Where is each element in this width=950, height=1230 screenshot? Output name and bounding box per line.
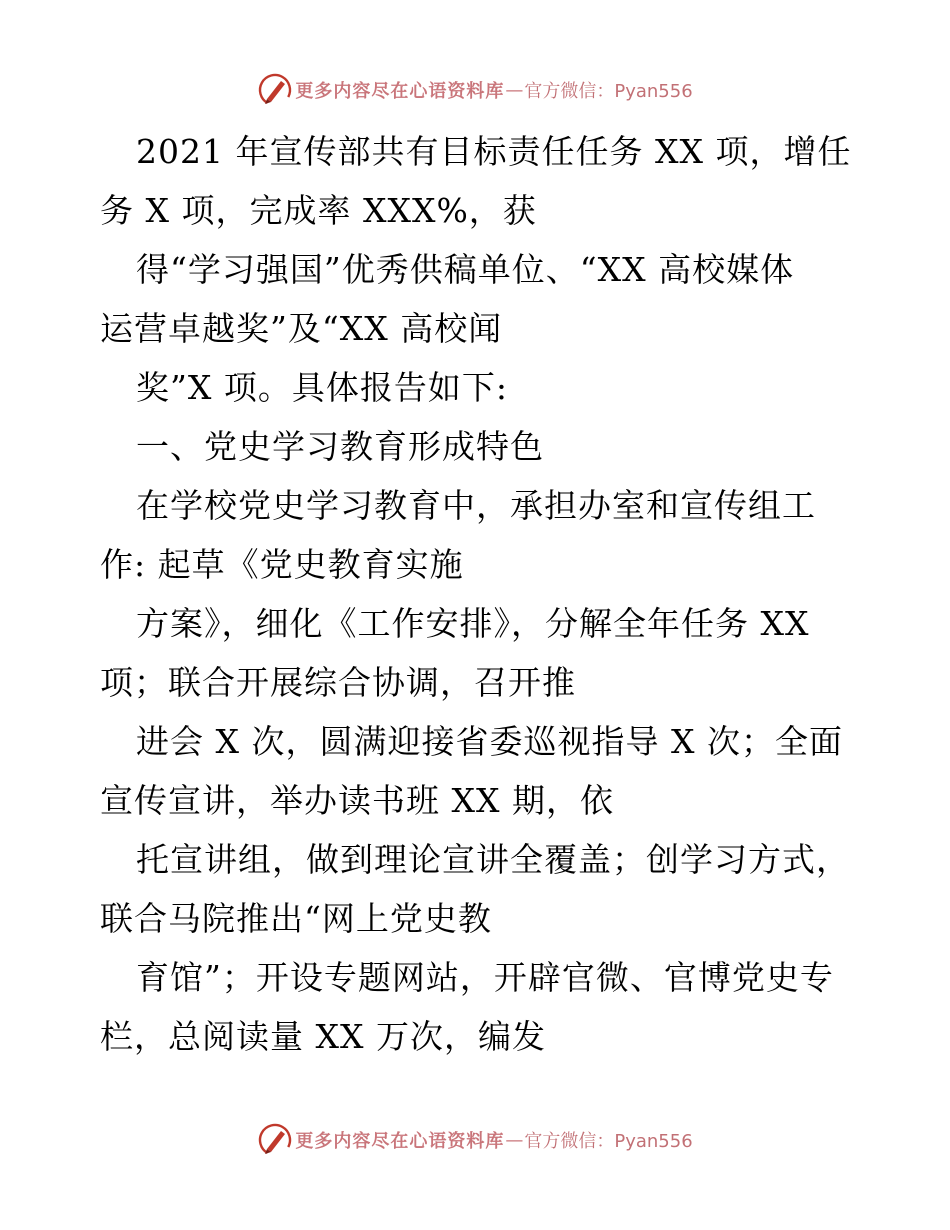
text-line: 托宣讲组，做到理论宣讲全覆盖；创学习方式， [136, 840, 850, 879]
text-line: 务 X 项，完成率 XXX%，获 [100, 191, 537, 230]
text-line: 项；联合开展综合协调，召开推 [100, 663, 576, 702]
text-line: 在学校党史学习教育中，承担办室和宣传组工 [136, 486, 816, 525]
watermark-dash: — [505, 1129, 524, 1151]
text-line: 运营卓越奖”及“XX 高校闻 [100, 309, 503, 348]
text-line: 栏，总阅读量 XX 万次，编发 [100, 1017, 546, 1056]
text-line: 得“学习强国”优秀供稿单位、“XX 高校媒体 [136, 250, 795, 289]
watermark-dash: — [505, 79, 524, 101]
text-line: 进会 X 次，圆满迎接省委巡视指导 X 次；全面 [136, 722, 843, 761]
text-line: 2021 年宣传部共有目标责任任务 XX 项，增任 [136, 132, 852, 171]
text-line: 方案》，细化《工作安排》，分解全年任务 XX [136, 604, 810, 643]
document-body [100, 122, 860, 1066]
text-line: 奖”X 项。具体报告如下: [136, 368, 508, 407]
section-heading: 一、党史学习教育形成特色 [136, 427, 544, 466]
text-line: 作: 起草《党史教育实施 [100, 545, 464, 584]
watermark-contact: 官方微信：Pyan556 [524, 1131, 693, 1152]
pen-nib-logo-icon [257, 72, 293, 108]
pen-nib-logo-icon [257, 1122, 293, 1158]
watermark-brand: 更多内容尽在心语资料库 [295, 81, 505, 102]
text-line: 宣传宣讲，举办读书班 XX 期，依 [100, 781, 614, 820]
footer-watermark [0, 1120, 950, 1160]
header-watermark [0, 70, 950, 110]
watermark-contact: 官方微信：Pyan556 [524, 81, 693, 102]
text-line: 联合马院推出“网上党史教 [100, 899, 492, 938]
watermark-brand: 更多内容尽在心语资料库 [295, 1131, 505, 1152]
text-line: 育馆”；开设专题网站，开辟官微、官博党史专 [136, 958, 834, 997]
